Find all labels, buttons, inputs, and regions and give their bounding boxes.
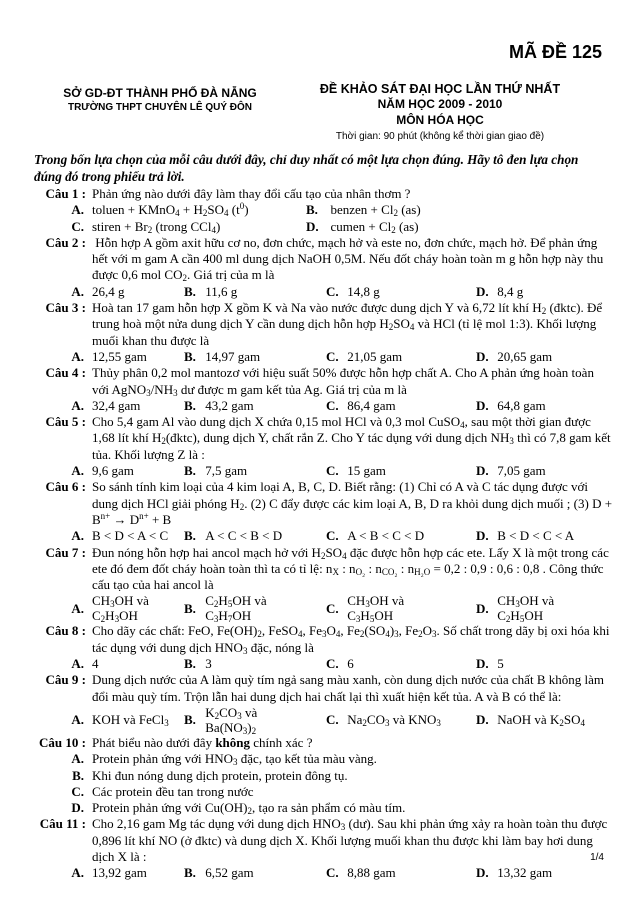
options-row: [34, 865, 614, 881]
left-header: [40, 86, 280, 113]
option-b: A < C < B < D: [202, 528, 283, 544]
department-name: SỞ GD-ĐT THÀNH PHỐ ĐÀ NẴNG: [63, 86, 257, 100]
option-b: 6,52 gam: [202, 865, 254, 881]
question-number: Câu 7 :: [45, 544, 86, 560]
question-number: Câu 10 :: [39, 734, 86, 750]
question-text: So sánh tính kim loại của 4 kim loại A, B, C, D. Biết rằng: (1) Chỉ có A và C tác dụng được với dung dịch HCl giải phóng $H_2$. (2) C đẩy được các kim loại A, B, D ra khỏi dung dịch muối ; (3) $D + B^{n+} \to D^{n+} + B$: [92, 479, 613, 527]
option-label: D.: [476, 528, 489, 544]
option-label: C.: [326, 528, 339, 544]
option-label: B.: [184, 283, 196, 299]
option-c: 21,05 gam: [344, 348, 403, 364]
option-c: A < B < C < D: [344, 528, 425, 544]
options-row: [34, 219, 614, 235]
option-label: A.: [71, 528, 84, 544]
option-d: 20,65 gam: [494, 348, 553, 364]
question-number: Câu 11 :: [39, 816, 86, 832]
options-row: [34, 398, 614, 414]
option-c: Các protein đều tan trong nước: [92, 783, 254, 799]
option-c: 14,8 g: [344, 283, 380, 299]
option-row: [34, 751, 614, 767]
option-label: B.: [184, 865, 196, 881]
option-d: 64,8 gam: [494, 397, 546, 413]
question-text: Cho 2,16 gam Mg tác dụng với dung dịch $HNO_3$ (dư). Sau khi phản ứng xảy ra hoàn toàn thu được 0,896 lít khí NO (ở đktc) và dung dịch X. Khối lượng muối khan thu được khi làm bay hơi dung dịch X là :: [92, 816, 608, 864]
option-c: 86,4 gam: [344, 397, 396, 413]
option-b: Khi đun nóng dung dịch protein, protein đông tụ.: [92, 767, 348, 783]
option-label: A.: [71, 348, 84, 364]
options-row: [34, 528, 614, 544]
options-row: [34, 284, 614, 300]
option-label: D.: [476, 865, 489, 881]
school-year: NĂM HỌC 2009 - 2010: [377, 97, 503, 111]
question-text: Phản ứng nào dưới đây làm thay đổi cấu tạo của nhân thơm ?: [92, 186, 411, 201]
question-6: [34, 479, 614, 528]
option-d: 8,4 g: [494, 283, 524, 299]
option-label: C.: [326, 348, 339, 364]
option-b: $K_2CO_3$ và $Ba(NO_3)_2$: [202, 704, 258, 736]
question-1: [34, 186, 614, 202]
option-b: 14,97 gam: [202, 348, 261, 364]
option-label: D.: [476, 348, 489, 364]
option-a: 12,55 gam: [92, 348, 147, 364]
question-number: Câu 1 :: [45, 186, 86, 201]
option-a: 13,92 gam: [92, 865, 147, 881]
option-a: toluen + KMnO$_4$ + $H_2SO_4$ $(t^0)$: [92, 201, 249, 219]
option-label: A.: [71, 751, 84, 767]
option-label: C.: [326, 283, 339, 299]
question-9: [34, 672, 614, 705]
question-text: Phát biểu nào dưới đây không chính xác ?: [92, 734, 313, 750]
option-c: stiren + $Br_2$ (trong CCl$_4$): [92, 218, 221, 235]
option-a: B < D < A < C: [92, 528, 169, 544]
option-d: 7,05 gam: [494, 463, 546, 479]
option-label: A.: [71, 600, 84, 616]
question-text: Dung dịch nước của A làm quỳ tím ngả sang màu xanh, còn dung dịch nước của chất B không làm đổi màu quỳ tím. Trộn lẫn hai dung dịch hai chất lại thì xuất hiện kết tủa. A và B có thể là:: [92, 672, 604, 704]
option-a: 9,6 gam: [92, 463, 134, 479]
option-label: D.: [306, 218, 319, 234]
option-c: 8,88 gam: [344, 865, 396, 881]
option-label: D.: [71, 800, 84, 816]
option-label: C.: [71, 218, 84, 234]
option-label: A.: [71, 656, 84, 672]
question-11: [34, 816, 614, 865]
option-label: B.: [72, 767, 84, 783]
question-number: Câu 4 :: [45, 365, 86, 381]
option-label: D.: [476, 600, 489, 616]
option-c: $CH_3OH$ và $C_3H_5OH$: [344, 593, 405, 625]
question-10: [34, 735, 614, 751]
option-d: 13,32 gam: [494, 865, 553, 881]
option-label: D.: [476, 283, 489, 299]
option-label: D.: [476, 463, 489, 479]
option-label: C.: [326, 712, 339, 728]
option-label: B.: [184, 600, 196, 616]
option-label: A.: [71, 202, 84, 218]
option-b: $C_2H_5OH$ và $C_3H_7OH$: [202, 593, 267, 625]
option-d: 5: [494, 656, 504, 672]
options-row: [34, 656, 614, 672]
subject-name: MÔN HÓA HỌC: [396, 113, 484, 127]
option-label: A.: [71, 463, 84, 479]
question-2: [34, 235, 614, 284]
option-d: cumen + $Cl_2$ (as): [324, 218, 419, 235]
option-row: [34, 784, 614, 800]
option-d: Protein phản ứng với $Cu(OH)_2$, tạo ra sản phẩm có màu tím.: [92, 800, 406, 817]
options-row: [34, 463, 614, 479]
option-a: KOH và FeCl$_3$: [92, 712, 169, 729]
question-8: [34, 623, 614, 656]
question-5: [34, 414, 614, 463]
option-b: 7,5 gam: [202, 463, 248, 479]
option-row: [34, 800, 614, 816]
option-label: C.: [326, 865, 339, 881]
option-label: B.: [184, 348, 196, 364]
option-label: D.: [476, 656, 489, 672]
option-a: Protein phản ứng với $HNO_3$ đặc, tạo kết tủa màu vàng.: [92, 751, 377, 768]
question-4: [34, 365, 614, 398]
options-row: [34, 349, 614, 365]
option-b: 3: [202, 656, 212, 672]
option-label: B.: [184, 712, 196, 728]
option-label: A.: [71, 397, 84, 413]
options-row: [34, 593, 614, 623]
question-number: Câu 3 :: [45, 300, 86, 316]
option-b: 11,6 g: [202, 283, 238, 299]
question-number: Câu 6 :: [45, 479, 86, 495]
option-d: $CH_3OH$ và $C_2H_5OH$: [494, 593, 555, 625]
option-b: 43,2 gam: [202, 397, 254, 413]
exam-title: ĐỀ KHẢO SÁT ĐẠI HỌC LẦN THỨ NHẤT: [319, 82, 561, 96]
question-3: [34, 300, 614, 349]
question-text: Hỗn hợp A gồm axit hữu cơ no, đơn chức, mạch hở và este no, đơn chức, mạch hở. Để phản ứng hết với m gam A cần 400 ml dung dịch NaOH 0,5M. Nếu đốt cháy hoàn toàn m g hỗn hợp này thu được 0,6 mol $CO_2$. Giá trị của m là: [92, 234, 604, 284]
option-label: C.: [71, 783, 84, 799]
option-a: 32,4 gam: [92, 397, 141, 413]
options-row: [34, 202, 614, 218]
option-label: A.: [71, 283, 84, 299]
option-c: 6: [344, 656, 354, 672]
question-7: [34, 545, 614, 594]
exam-code: MÃ ĐỀ 125: [508, 42, 602, 62]
option-label: A.: [71, 712, 84, 728]
time-limit: Thời gian: 90 phút (không kể thời gian giao đề): [335, 131, 545, 142]
option-a: 4: [92, 656, 99, 672]
option-d: B < D < C < A: [494, 528, 575, 544]
question-text: Đun nóng hỗn hợp hai ancol mạch hở với $H_2SO_4$ đặc được hỗn hợp các ete. Lấy X là một trong các ete đó đem đốt cháy hoàn toàn thì ta có tỉ lệ: $n_X$ : $n_{O_2}$ : $n_{CO_2}$ : $n_{H_2O} = 0,2$ : 0,9 : 0,6 : 0,8 . Công thức cấu tạo của hai ancol là: [92, 544, 609, 593]
option-label: B.: [184, 528, 196, 544]
option-label: B.: [184, 656, 196, 672]
option-d: NaOH và $K_2SO_4$: [494, 712, 585, 729]
question-text: Cho 5,4 gam Al vào dung dịch X chứa 0,15 mol HCl và 0,3 mol CuSO$_4$, sau một thời gian được 1,68 lít khí $H_2(đktc)$, dung dịch Y, chất rắn Z. Cho Y tác dụng với dung dịch $NH_3$ thì có 7,8 gam kết tủa. Khối lượng Z là :: [92, 414, 611, 462]
option-label: A.: [71, 865, 84, 881]
page-number: 1/4: [590, 852, 604, 863]
option-a: $CH_3OH$ và $C_2H_3OH$: [92, 593, 149, 625]
option-label: D.: [476, 397, 489, 413]
question-text: Cho dãy các chất: FeO, $Fe(OH)_2$, FeSO$_4$, $Fe_3O_4$, $Fe_2(SO_4)_3$, $Fe_2O_3$. Số chất trong dãy bị oxi hóa khi tác dụng với dung dịch $HNO_3$ đặc, nóng là: [92, 623, 610, 656]
option-label: B.: [184, 397, 196, 413]
option-label: D.: [476, 712, 489, 728]
option-label: C.: [326, 463, 339, 479]
question-text: Hoà tan 17 gam hỗn hợp X gồm K và Na vào nước được dung dịch Y và 6,72 lít khí $H_2$ (đktc). Để trung hoà một nửa dung dịch Y cần dung dịch hỗn hợp $H_2SO_4$ và HCl (tỉ lệ mol 1:3). Khối lượng muối khan thu được là: [92, 300, 603, 348]
option-label: B.: [306, 202, 318, 218]
question-number: Câu 8 :: [45, 623, 86, 639]
question-text: Thủy phân 0,2 mol mantozơ với hiệu suất 50% được hỗn hợp chất A. Cho A phản ứng hoàn toàn với $AgNO_3/NH_3$ dư được m gam kết tủa Ag. Giá trị của m là: [92, 365, 594, 398]
option-label: C.: [326, 600, 339, 616]
school-name: TRƯỜNG THPT CHUYÊN LÊ QUÝ ĐÔN: [67, 102, 253, 113]
option-a: 26,4 g: [92, 283, 125, 299]
option-label: B.: [184, 463, 196, 479]
options-row: [34, 705, 614, 735]
option-c: 15 gam: [344, 463, 386, 479]
option-label: C.: [326, 397, 339, 413]
option-c: $Na_2CO_3$ và $KNO_3$: [344, 712, 441, 729]
question-number: Câu 2 :: [45, 234, 86, 250]
question-number: Câu 5 :: [45, 414, 86, 430]
option-label: C.: [326, 656, 339, 672]
option-b: benzen + $Cl_2$ (as): [324, 202, 421, 219]
instruction-text: Trong bốn lựa chọn của mỗi câu dưới đây, chỉ duy nhất có một lựa chọn đúng. Hãy tô đen lựa chọn đúng đó trong phiếu trả lời.: [34, 152, 579, 184]
right-header: [290, 82, 590, 142]
option-row: [34, 768, 614, 784]
question-number: Câu 9 :: [45, 672, 86, 688]
question-list: [34, 186, 614, 882]
